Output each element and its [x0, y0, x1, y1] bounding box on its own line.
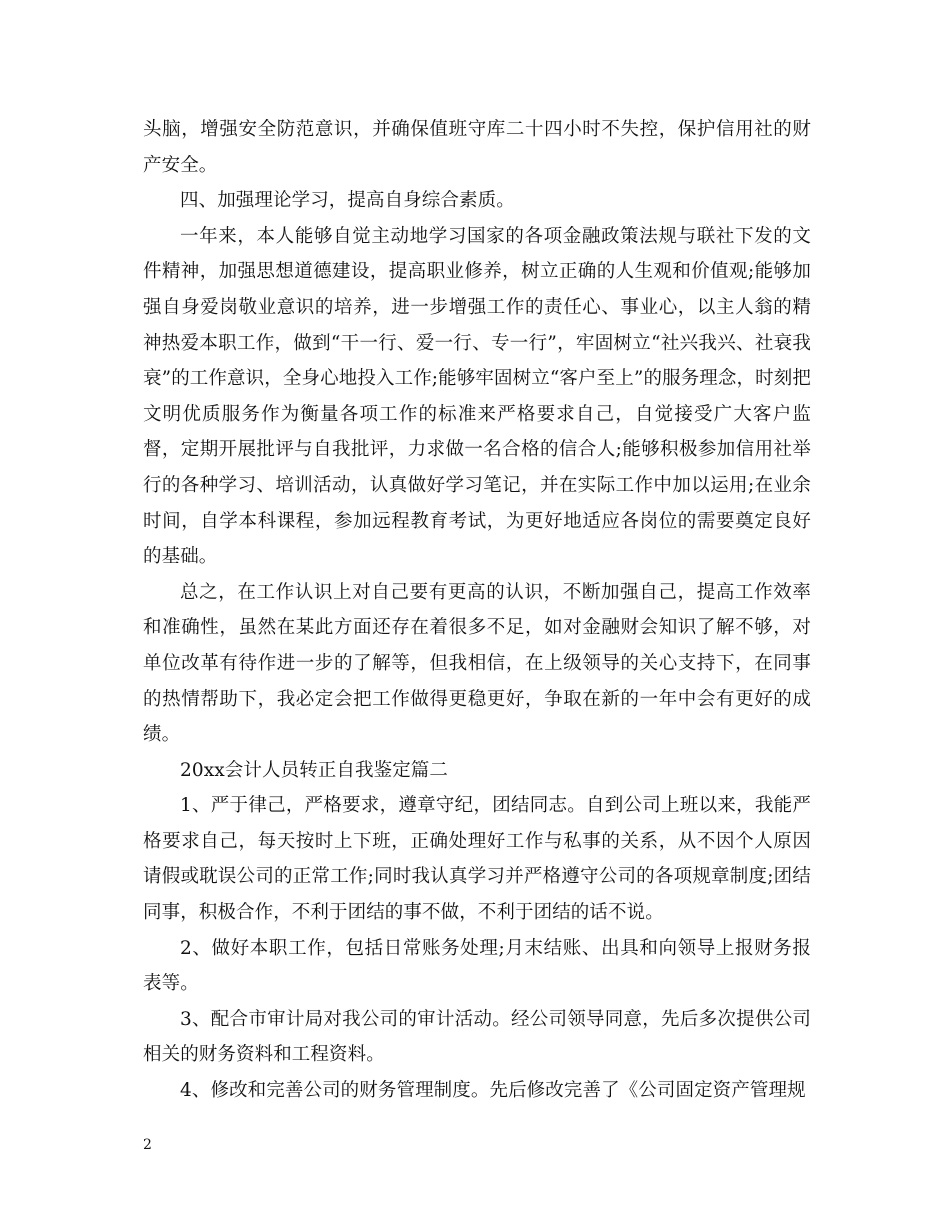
list-item: 2、做好本职工作，包括日常账务处理;月末结账、出具和向领导上报财务报表等。: [143, 937, 811, 995]
paragraph: 一年来，本人能够自觉主动地学习国家的各项金融政策法规与联社下发的文件精神，加强思想道德建设，提高职业修养，树立正确的人生观和价值观;能够加强自身爱岗敬业意识的培养，进一步增强工作的责任心、事业心，以主人翁的精神热爱本职工作，做到“干一行、爱一行、专一行”，牢固树立“社兴我兴、社衰我衰”的工作意识，全身心地投入工作;能够牢固树立“客户至上”的服务理念，时刻把文明优质服务作为衡量各项工作的标准来严格要求自己，自觉接受广大客户监督，定期开展批评与自我批评，力求做一名合格的信合人;能够积极参加信用社举行的各种学习、培训活动，认真做好学习笔记，并在实际工作中加以运用;在业余时间，自学本科课程，参加远程教育考试，为更好地适应各岗位的需要奠定良好的基础。: [143, 225, 811, 568]
article-title: 20xx会计人员转正自我鉴定篇二: [180, 759, 449, 781]
page-number: 2: [143, 1137, 152, 1153]
paragraph-continuation: 头脑，增强安全防范意识，并确保值班守库二十四小时不失控，保护信用社的财产安全。: [143, 119, 811, 176]
paragraph: 总之，在工作认识上对自己要有更高的认识，不断加强自己，提高工作效率和准确性，虽然在某此方面还存在着很多不足，如对金融财会知识了解不够，对单位改革有待作进一步的了解等，但我相信，在上级领导的关心支持下，在同事的热情帮助下，我必定会把工作做得更稳更好，争取在新的一年中会有更好的成绩。: [143, 581, 811, 746]
list-item: 1、严于律己，严格要求，遵章守纪，团结同志。自到公司上班以来，我能严格要求自己，每天按时上下班，正确处理好工作与私事的关系，从不因个人原因请假或耽误公司的正常工作;同时我认真学习并严格遵守公司的各项规章制度;团结同事，积极合作，不利于团结的事不做，不利于团结的话不说。: [143, 795, 811, 924]
list-item: 3、配合市审计局对我公司的审计活动。经公司领导同意，先后多次提供公司相关的财务资料和工程资料。: [143, 1008, 811, 1066]
document-body: [143, 112, 811, 1109]
section-heading: 四、加强理论学习，提高自身综合素质。: [180, 190, 515, 212]
list-item: 4、修改和完善公司的财务管理制度。先后修改完善了《公司固定资产管理规: [180, 1080, 806, 1102]
